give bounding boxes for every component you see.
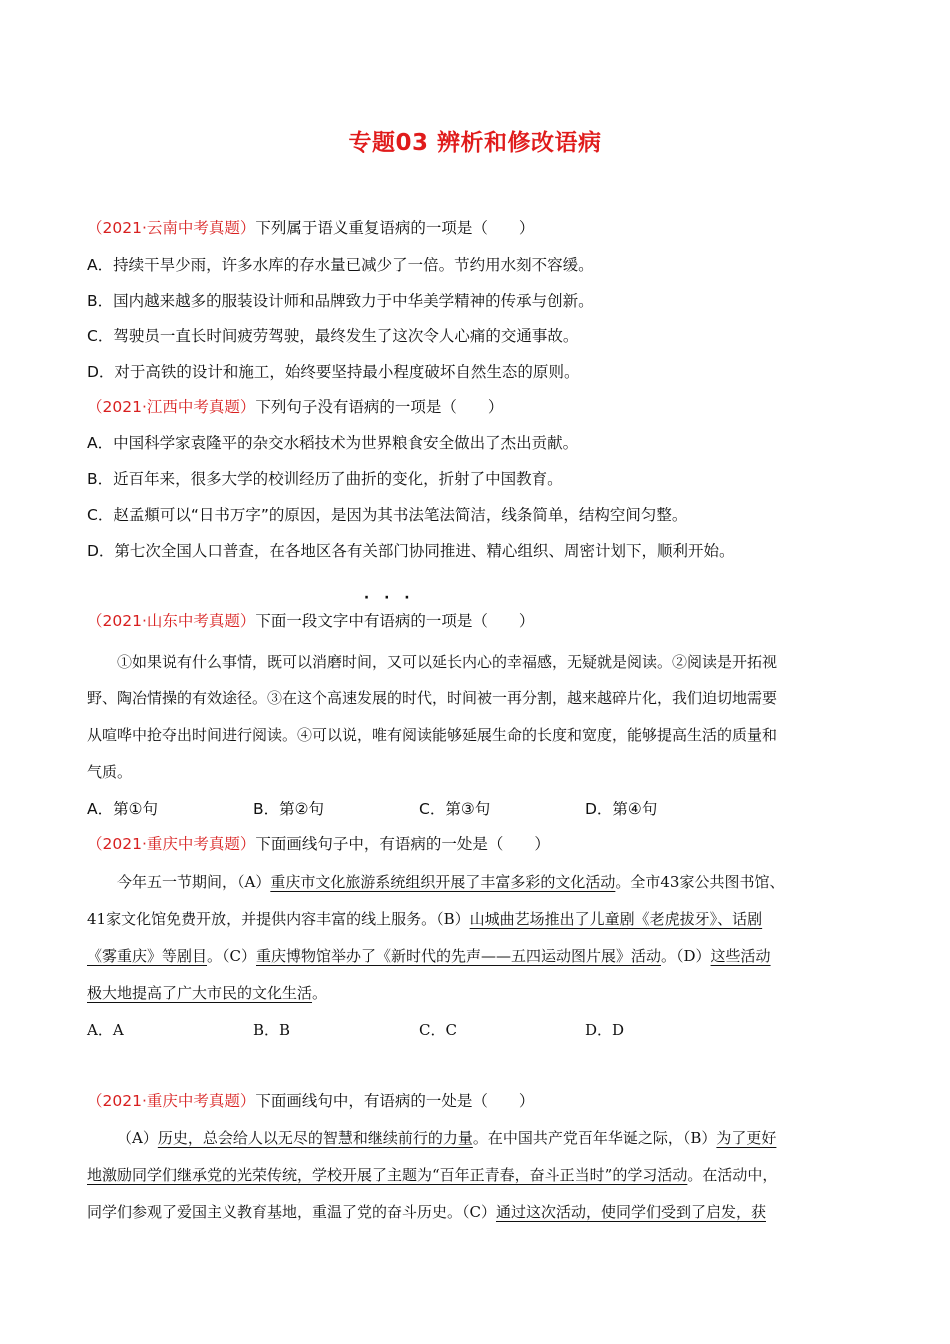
q4-passage-line-4	[87, 975, 864, 1012]
q5-l1-b: 。在中国共产党百年华诞之际，（B）	[472, 1129, 717, 1147]
q3-stem	[87, 590, 864, 640]
q2-stem	[87, 389, 864, 426]
q3-source: （2021·山东中考真题）	[87, 612, 256, 630]
q4-passage-line-3	[87, 938, 864, 975]
q4-option-c: C．C	[419, 1021, 457, 1039]
q2-option-d: D．第七次全国人口普查，在各地区各有关部门协同推进、精心组织、周密计划下，顺利开始。	[87, 542, 735, 560]
q4-options	[87, 1012, 864, 1049]
q1-stem	[87, 210, 864, 247]
q5-source: （2021·重庆中考真题）	[87, 1092, 256, 1110]
q4-sentence-b: 山城曲艺场推出了儿童剧《老虎拔牙》、话剧	[469, 910, 763, 928]
q3-stem-emph: 有语病	[363, 612, 411, 630]
q3-emphasis	[363, 590, 415, 640]
q2-option-a: A．中国科学家袁隆平的杂交水稻技术为世界粮食安全做出了杰出贡献。	[87, 434, 579, 452]
q4-sentence-c: 重庆博物馆举办了《新时代的先声——五四运动图片展》活动	[256, 947, 662, 965]
q4-passage-line-2	[87, 901, 864, 938]
q4-option-d: D．D	[585, 1021, 625, 1039]
q2-source: （2021·江西中考真题）	[87, 398, 256, 416]
q4-sentence-d: 这些活动	[710, 947, 771, 965]
q3-options	[87, 791, 864, 828]
q5-passage-line-2	[87, 1157, 864, 1194]
q5-sentence-b-cont: 地激励同学们继承党的光荣传统，学校开展了主题为“百年正青春，奋斗正当时”的学习活动	[87, 1166, 688, 1184]
q5-sentence-c: 通过这次活动，使同学们受到了启发，获	[495, 1203, 766, 1221]
q1-stem-text: 下列属于语义重复语病的一项是（ ）	[255, 219, 535, 237]
q1-option-c: C．驾驶员一直长时间疲劳驾驶，最终发生了这次令人心痛的交通事故。	[87, 327, 579, 345]
q5-sentence-a: 历史，总会给人以无尽的智慧和继续前行的力量	[157, 1129, 473, 1147]
q5-stem-text: 下面画线句中，有语病的一处是（ ）	[255, 1092, 535, 1110]
q4-l3-a: 。（C）	[207, 947, 256, 965]
q3-stem-pre: 下面一段文字中	[255, 612, 364, 630]
q1-option-d: D．对于高铁的设计和施工，始终要坚持最小程度破坏自然生态的原则。	[87, 363, 580, 381]
q4-sentence-d-cont: 极大地提高了广大市民的文化生活	[87, 984, 313, 1002]
q3-option-d: D．第④句	[585, 800, 658, 818]
q3-passage-line-3: 从喧哗中抢夺出时间进行阅读。④可以说，唯有阅读能够延展生命的长度和宽度，能够提高生活的质量和	[87, 726, 778, 744]
q5-passage-line-3	[87, 1194, 864, 1231]
q3-option-c: C．第③句	[419, 800, 491, 818]
q5-sentence-b: 为了更好	[716, 1129, 777, 1147]
q2-option-b: B．近百年来，很多大学的校训经历了曲折的变化，折射了中国教育。	[87, 470, 563, 488]
emphasis-dots: · · ·	[363, 590, 415, 606]
q5-l3-a: 同学们参观了爱国主义教育基地，重温了党的奋斗历史。（C）	[87, 1203, 496, 1221]
q4-stem	[87, 826, 864, 863]
q5-l2-b: 。在活动中，	[687, 1166, 778, 1184]
q2-stem-text: 下列句子没有语病的一项是（ ）	[255, 398, 504, 416]
q1-source: （2021·云南中考真题）	[87, 219, 256, 237]
q3-stem-post: 的一项是（ ）	[410, 612, 535, 630]
q4-option-b: B．B	[253, 1021, 291, 1039]
q4-l2-a: 41家文化馆免费开放，并提供内容丰富的线上服务。（B）	[87, 910, 470, 928]
q2-option-c: C．赵孟頫可以“日书万字”的原因，是因为其书法笔法简洁，线条简单，结构空间匀整。	[87, 506, 688, 524]
q4-sentence-b-cont: 《雾重庆》等剧目	[87, 947, 208, 965]
q4-sentence-a: 重庆市文化旅游系统组织开展了丰富多彩的文化活动	[270, 873, 616, 891]
q4-l4-b: 。	[312, 984, 328, 1002]
q4-l1-b: 。全市43家公共图书馆、	[615, 873, 785, 891]
q5-stem	[87, 1083, 864, 1120]
q3-option-a: A．第①句	[87, 800, 158, 818]
q4-passage-line-1	[87, 864, 864, 901]
q1-option-a: A．持续干旱少雨，许多水库的存水量已减少了一倍。节约用水刻不容缓。	[87, 256, 594, 274]
q4-l3-b: 。（D）	[661, 947, 711, 965]
q3-passage-line-2: 野、陶冶情操的有效途径。③在这个高速发展的时代，时间被一再分割，越来越碎片化，我们迫切地需要	[87, 689, 778, 707]
q3-passage-line-1: ①如果说有什么事情，既可以消磨时间，又可以延长内心的幸福感，无疑就是阅读。②阅读是开拓视	[117, 653, 778, 671]
q3-passage-line-4: 气质。	[87, 763, 133, 781]
q1-option-b: B．国内越来越多的服装设计师和品牌致力于中华美学精神的传承与创新。	[87, 292, 594, 310]
q5-l1-a: （A）	[117, 1129, 158, 1147]
q3-option-b: B．第②句	[253, 800, 325, 818]
q4-l1-a: 今年五一节期间，（A）	[117, 873, 271, 891]
q4-source: （2021·重庆中考真题）	[87, 835, 256, 853]
q4-stem-text: 下面画线句子中，有语病的一处是（ ）	[255, 835, 550, 853]
q4-option-a: A．A	[87, 1021, 124, 1039]
page-title: 专题03 辨析和修改语病	[348, 130, 602, 156]
q5-passage-line-1	[87, 1120, 864, 1157]
